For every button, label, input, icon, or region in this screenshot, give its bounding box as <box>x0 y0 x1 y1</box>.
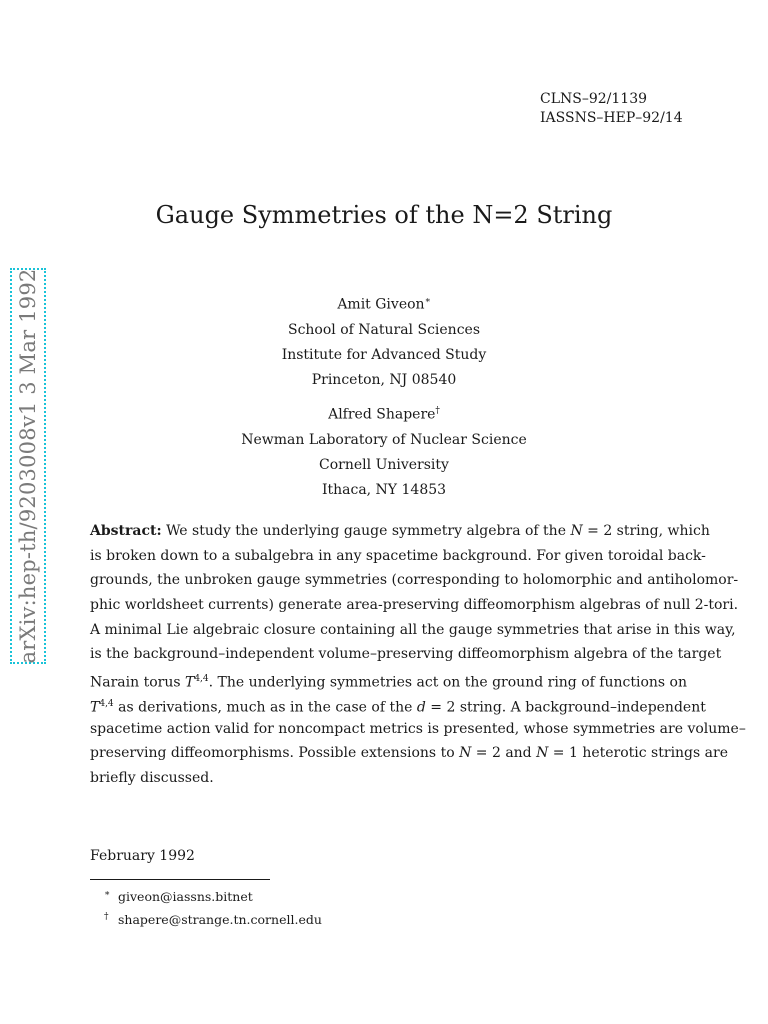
footnote-marker: ∗ <box>424 296 431 306</box>
abstract-line: Narain torus T$^{4,4}$. The underlying symmetries act on the ground ring of functions on <box>90 674 687 691</box>
arxiv-identifier[interactable]: arXiv:hep-th/9203008v1 3 Mar 1992 <box>16 268 40 664</box>
abstract-line: A minimal Lie algebraic closure containing all the gauge symmetries that arise in this way, <box>90 621 736 638</box>
abstract <box>90 519 746 791</box>
affiliation-line: Ithaca, NY 14853 <box>321 481 447 498</box>
abstract-line: phic worldsheet currents) generate area-preserving diffeomorphism algebras of null 2-tori. <box>90 597 739 614</box>
footnote-marker: † <box>104 912 109 923</box>
affiliation-line: School of Natural Sciences <box>287 321 481 338</box>
footnote-email[interactable]: giveon@iassns.bitnet <box>118 889 253 905</box>
abstract-line: preserving diffeomorphisms. Possible extensions to N = 2 and N = 1 heterotic strings are <box>90 745 728 762</box>
author-name: Alfred Shapere <box>328 406 436 423</box>
report-number: CLNS–92/1139 <box>540 91 648 107</box>
abstract-line: briefly discussed. <box>90 769 214 786</box>
author-name-line <box>0 399 768 428</box>
footnote <box>104 907 322 930</box>
abstract-line: grounds, the unbroken gauge symmetries (corresponding to holomorphic and antiholomor- <box>90 572 739 589</box>
abstract-line-text: We study the underlying gauge symmetry algebra of the N = 2 string, which <box>166 523 710 539</box>
affiliation-line: Institute for Advanced Study <box>281 346 487 363</box>
author-block <box>0 289 768 393</box>
affiliation-line: Newman Laboratory of Nuclear Science <box>241 431 527 448</box>
abstract-line: T$^{4,4}$ as derivations, much as in the case of the d = 2 string. A background–independent <box>90 698 706 716</box>
paper-title: Gauge Symmetries of the N=2 String <box>155 201 613 229</box>
publication-date: February 1992 <box>90 848 195 864</box>
affiliation-line: Cornell University <box>319 456 449 473</box>
abstract-line: is broken down to a subalgebra in any spacetime background. For given toroidal back- <box>90 547 706 564</box>
footnote-marker: ∗ <box>104 889 111 899</box>
footnote-marker: † <box>435 406 440 416</box>
footnote-email[interactable]: shapere@strange.tn.cornell.edu <box>118 912 322 928</box>
abstract-line: is the background–independent volume–preserving diffeomorphism algebra of the target <box>90 646 722 663</box>
affiliation-line: Princeton, NJ 08540 <box>311 371 457 388</box>
author-name: Amit Giveon <box>337 296 425 313</box>
report-numbers <box>540 90 683 128</box>
abstract-line: spacetime action valid for noncompact metrics is presented, whose symmetries are volume– <box>90 720 746 737</box>
author-name-line <box>0 289 768 318</box>
report-number: IASSNS–HEP–92/14 <box>540 110 683 126</box>
abstract-label: Abstract: <box>90 523 162 539</box>
footnote-rule <box>90 879 270 880</box>
footnote <box>104 884 322 907</box>
author-block <box>0 399 768 503</box>
footnotes <box>104 884 322 930</box>
abstract-line <box>90 519 710 544</box>
